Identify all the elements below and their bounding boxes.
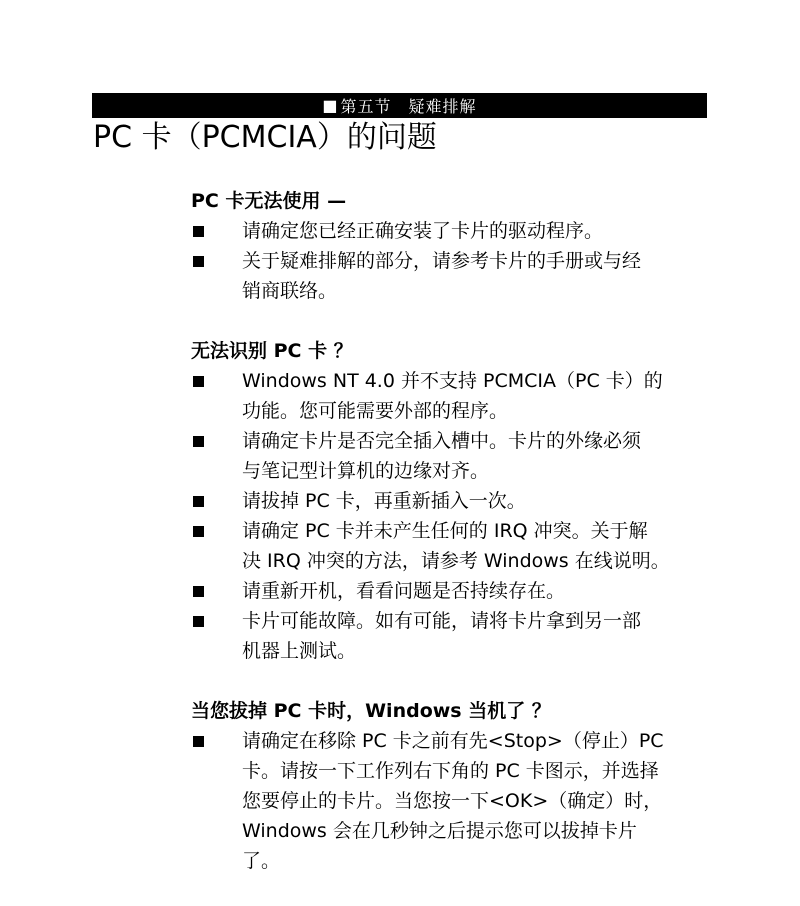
section-heading: 当您拔掉 PC 卡时，Windows 当机了 ？: [191, 700, 551, 722]
square-bullet-icon: [193, 616, 204, 627]
section-heading: PC 卡无法使用 —: [191, 190, 347, 212]
list-item-text: 请确定卡片是否完全插入槽中。卡片的外缘必须 与笔记型计算机的边缘对齐。: [242, 430, 642, 482]
list-item-text: 请确定 PC 卡并未产生任何的 IRQ 冲突。关于解 决 IRQ 冲突的方法，请参考 Windows 在线说明。: [242, 520, 670, 572]
bullet-list: [191, 726, 731, 876]
square-bullet-icon: [193, 526, 204, 537]
section-header-bar: [92, 93, 707, 118]
bullet-list: [191, 216, 731, 306]
list-item-text: 关于疑难排解的部分，请参考卡片的手册或与经 销商联络。: [242, 250, 642, 302]
square-bullet-icon: [193, 586, 204, 597]
list-item-text: 请拔掉 PC 卡，再重新插入一次。: [242, 490, 526, 512]
square-bullet-icon: [193, 736, 204, 747]
list-item: [191, 216, 731, 246]
square-bullet-icon: [193, 376, 204, 387]
list-item-text: 请确定在移除 PC 卡之前有先<Stop>（停止）PC 卡。请按一下工作列右下角的 PC 卡图示，并选择 您要停止的卡片。当您按一下<OK>（确定）时， Windows 会在几秒钟之后提示您可以拔掉卡片 了。: [242, 730, 664, 872]
list-item-text: 卡片可能故障。如有可能，请将卡片拿到另一部 机器上测试。: [242, 610, 642, 662]
list-item: [191, 726, 731, 876]
list-item: [191, 606, 731, 666]
square-bullet-icon: [193, 436, 204, 447]
section-heading: 无法识别 PC 卡 ？: [191, 340, 353, 362]
bullet-list: [191, 366, 731, 666]
square-bullet-icon: [193, 496, 204, 507]
square-bullet-icon: [193, 226, 204, 237]
content-body: [191, 186, 731, 906]
list-item-text: Windows NT 4.0 并不支持 PCMCIA（PC 卡）的 功能。您可能需要外部的程序。: [242, 370, 663, 422]
list-item: [191, 366, 731, 426]
list-item: [191, 426, 731, 486]
section-card-not-working: [191, 186, 731, 306]
section-windows-hangs: [191, 696, 731, 876]
list-item: [191, 246, 731, 306]
list-item: [191, 576, 731, 606]
section-card-not-recognized: [191, 336, 731, 666]
list-item: [191, 516, 731, 576]
page-title: PC 卡（PCMCIA）的问题: [93, 120, 437, 155]
list-item-text: 请重新开机，看看问题是否持续存在。: [242, 580, 566, 602]
square-bullet-icon: ■: [322, 96, 339, 115]
list-item-text: 请确定您已经正确安装了卡片的驱动程序。: [242, 220, 604, 242]
list-item: [191, 486, 731, 516]
square-bullet-icon: [193, 256, 204, 267]
section-header-label: 第五节 疑难排解: [340, 97, 477, 116]
